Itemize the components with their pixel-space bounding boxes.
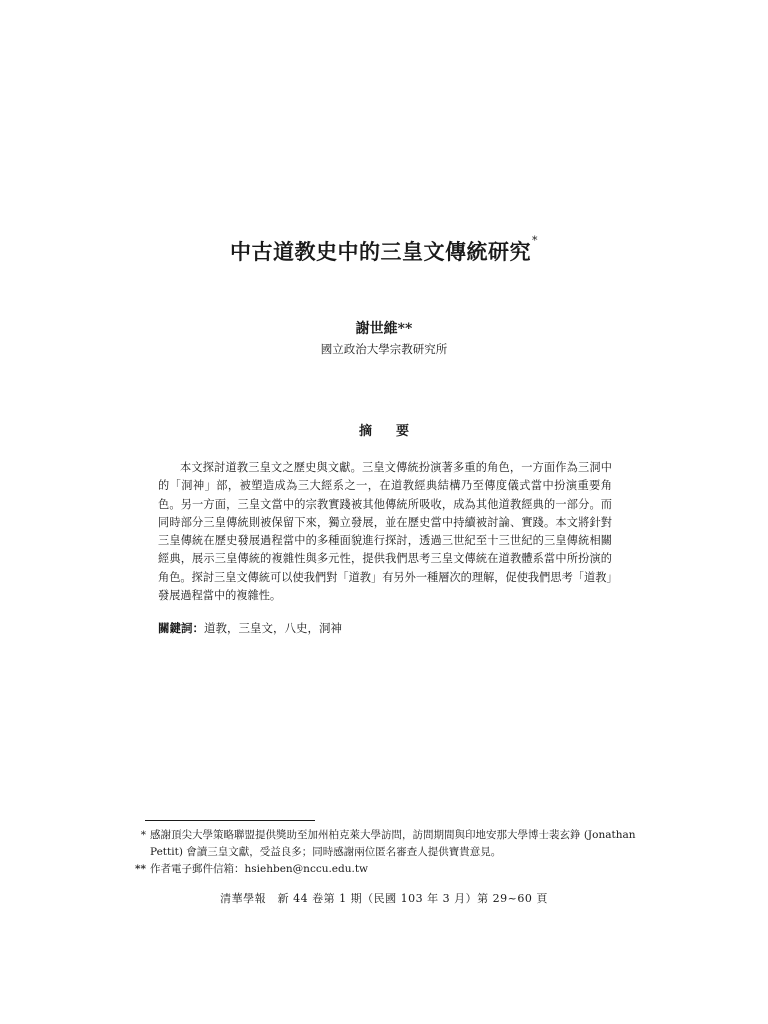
footnote-mark: * [140,829,146,841]
footnotes [128,827,648,878]
footnote-mark: ** [135,863,146,875]
author-name: 謝世維** [355,321,413,337]
journal-citation-footer: 清華學報 新 44 卷第 1 期（民國 103 年 3 月）第 29~60 頁 [220,892,548,905]
paper-title-text: 中古道教史中的三皇文傳統研究 [230,239,531,264]
footnote-author-email [128,861,648,878]
footnote-divider [145,820,315,821]
keywords-values: 道教，三皇文，八史，洞神 [204,621,342,635]
abstract-heading: 摘要 [358,424,433,439]
footnote-acknowledgement [128,827,648,861]
keywords-label: 關鍵詞： [158,621,204,635]
paper-title [0,236,768,266]
title-footnote-mark: * [532,234,538,247]
abstract-body: 本文探討道教三皇文之歷史與文獻。三皇文傳統扮演著多重的角色，一方面作為三洞中的「洞神」部，被塑造成為三大經系之一，在道教經典結構乃至傳度儀式當中扮演重要角色。另一方面，三皇文當中的宗教實踐被其他傳統所吸收，成為其他道教經典的一部分。而同時部分三皇傳統則被保留下來，獨立發展，並在歷史當中持續被討論、實踐。本文將針對三皇傳統在歷史發展過程當中的多種面貌進行探討，透過三世紀至十三世紀的三皇傳統相關經典，展示三皇傳統的複雜性與多元性，提供我們思考三皇文傳統在道教體系當中所扮演的角色。探討三皇文傳統可以使我們對「道教」有另外一種層次的理解，促使我們思考「道教」發展過程當中的複雜性。 [158,461,612,603]
footnote-text: 作者電子郵件信箱：hsiehben@nccu.edu.tw [150,863,369,875]
keywords-line [158,620,612,636]
footnote-text: 感謝頂尖大學策略聯盟提供獎助至加州柏克萊大學訪問，訪問期間與印地安那大學博士裴玄錚 (Jonathan Pettit) 會讀三皇文獻，受益良多；同時感謝兩位匿名審查人提供寶貴意見。 [150,829,636,858]
author-affiliation: 國立政治大學宗教研究所 [320,342,448,356]
